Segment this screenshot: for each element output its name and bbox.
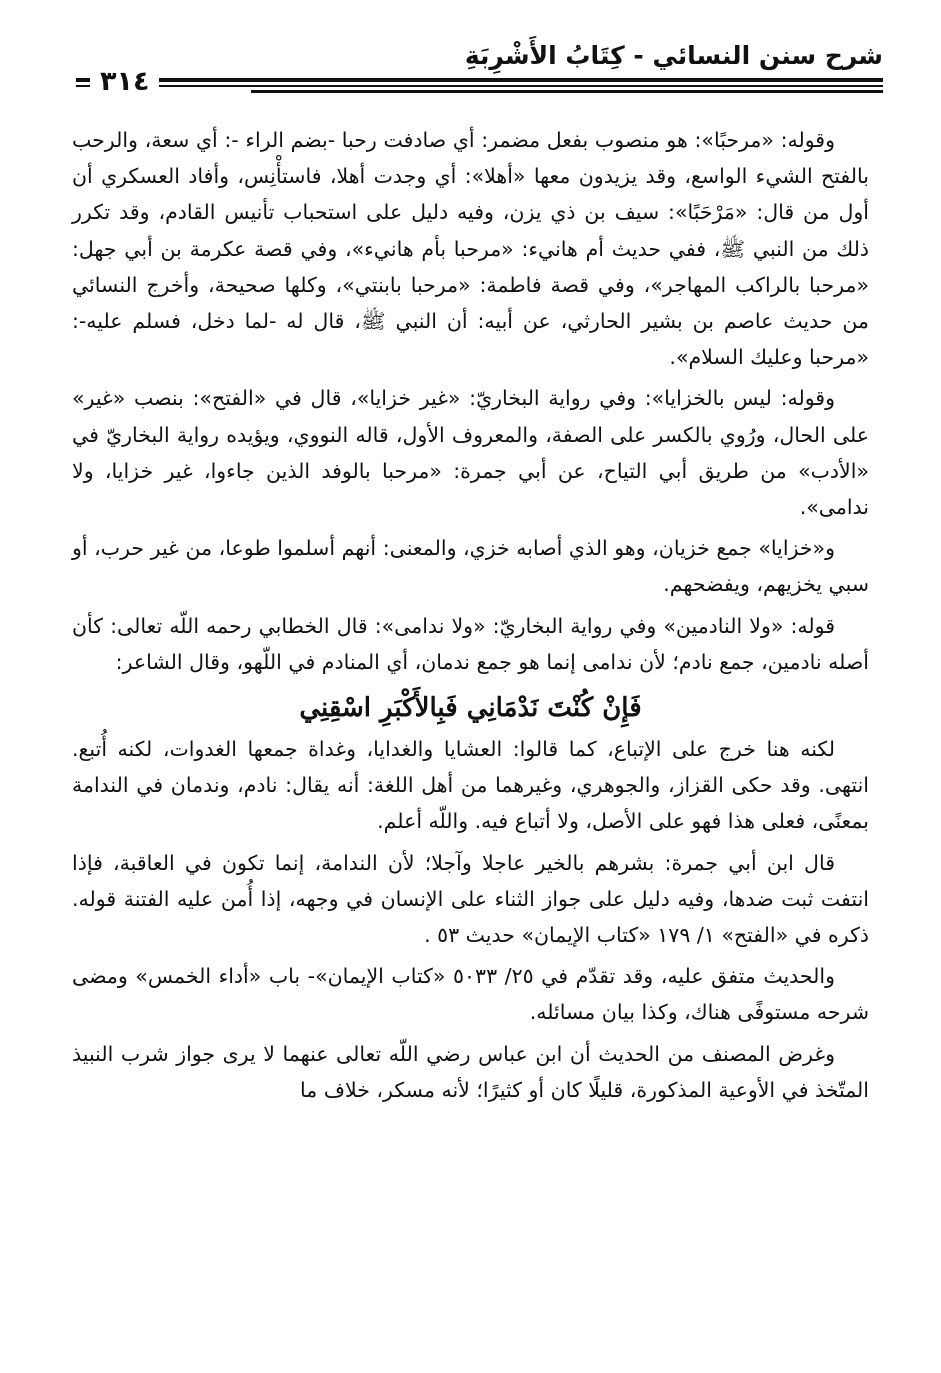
paragraph: قال ابن أبي جمرة: بشرهم بالخير عاجلا وآجلا؛ لأن الندامة، إنما تكون في العاقبة، فإذا انتفت ثبت ضدها، وفيه دليل على جواز الثناء على الإنسان في وجهه، إذا أُمن عليه الفتنة قوله. ذكره في «الفتح» ١/ ١٧٩ «كتاب الإيمان» حديث ٥٣ .	[72, 850, 869, 948]
paragraph: وغرض المصنف من الحديث أن ابن عباس رضي اللّه تعالى عنهما لا يرى جواز شرب النبيذ المتّخذ في الأوعية المذكورة، قليلًا كان أو كثيرًا؛ لأنه مسكر، خلاف ما	[72, 1041, 869, 1102]
page-number: ٣١٤	[90, 64, 159, 100]
paragraph: و«خزايا» جمع خزيان، وهو الذي أصابه خزي، والمعنى: أنهم أسلموا طوعا، من غير حرب، أو سبي يخزيهم، ويفضحهم.	[72, 536, 869, 597]
poetry-verse: فَإِنْ كُنْتَ نَدْمَانِي فَبِالأَكْبَرِ اسْقِنِي	[299, 693, 642, 724]
paragraph: لكنه هنا خرج على الإتباع، كما قالوا: العشايا والغدايا، وغداة جمعها الغدوات، لكنه أُتبع. انتهى. وقد حكى القزاز، والجوهري، وغيرهما من أهل اللغة: أنه يقال: نادم، وندمان في الندامة بمعنًى، فعلى هذا فهو على الأصل، ولا أتباع فيه. واللّه أعلم.	[72, 737, 869, 834]
paragraph: قوله: «ولا النادمين» وفي رواية البخاريّ: «ولا ندامى»: قال الخطابي رحمه اللّه تعالى: كأن أصله نادمين، جمع نادم؛ لأن ندامى إنما هو جمع ندمان، أي المنادم في اللّهو، وقال الشاعر:	[72, 613, 869, 674]
book-title: شرح سنن النسائي - كِتَابُ الأَشْرِبَةِ	[464, 41, 883, 70]
paragraph: وقوله: ليس بالخزايا»: وفي رواية البخاريّ: «غير خزايا»، قال في «الفتح»: بنصب «غير» على الحال، ورُوي بالكسر على الصفة، والمعروف الأول، قاله النووي، ويؤيده رواية البخاريّ في «الأدب» من طريق أبي التياح، عن أبي جمرة: «مرحبا بالوفد الذين جاءوا، غير خزايا، ولا ندامى».	[72, 386, 869, 520]
paragraph: والحديث متفق عليه، وقد تقدّم في ٢٥/ ٥٠٣٣ «كتاب الإيمان»- باب «أداء الخمس» ومضى شرحه مستوفًى هناك، وكذا بيان مسائله.	[72, 964, 869, 1025]
page-body	[72, 122, 869, 1113]
header-rule	[76, 85, 883, 87]
paragraph: وقوله: «مرحبًا»: هو منصوب بفعل مضمر: أي صادفت رحبا -بضم الراء -: أي سعة، والرحب بالفتح الشيء الواسع، وقد يزيدون معها «أهلا»: أي وجدت أهلا، فاستأْنِس، وأفاد العسكري أن أول من قال: «مَرْحَبًا»: سيف بن ذي يزن، وفيه دليل على استحباب تأنيس القادم، وقد تكرر ذلك من النبي ﷺ، ففي حديث أم هانيء: «مرحبا بأم هانيء»، وفي قصة عكرمة بن أبي جهل: «مرحبا بالراكب المهاجر»، وفي قصة فاطمة: «مرحبا بابنتي»، وكلها صحيحة، وأخرج النسائي من حديث عاصم بن بشير الحارثي، عن أبيه: أن النبي ﷺ، قال له -لما دخل، فسلم عليه-: «مرحبا وعليك السلام».	[72, 128, 869, 370]
page-header	[76, 36, 883, 96]
header-rule	[251, 90, 883, 93]
header-rule	[76, 78, 883, 82]
